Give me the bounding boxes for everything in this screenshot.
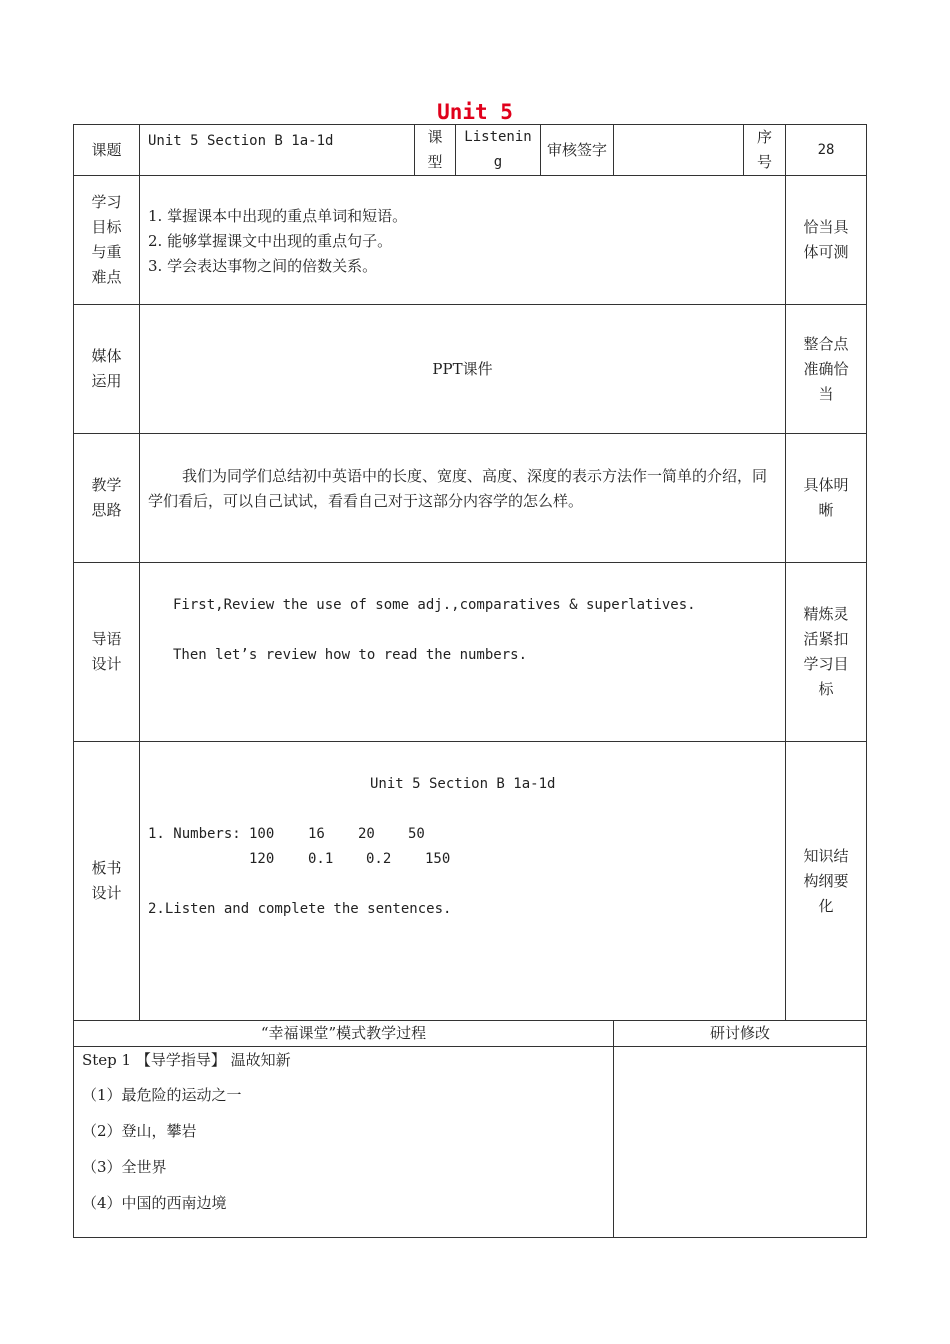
no-value: 28 [817,141,835,158]
board-number: 50 [408,826,425,842]
board-number: 20 [358,826,375,842]
intro-line-1: First,Review the use of some adj.,comparatives & superlatives. [173,597,696,613]
goals-label-cell [73,175,140,305]
no-cell [785,124,867,176]
media-content-cell [139,304,786,434]
goals-note: 恰当具体可测 [803,218,849,261]
board-number: 16 [308,826,325,842]
board-number: 100 [249,826,275,842]
goal-item-2: 2. 能够掌握课文中出现的重点句子。 [148,232,393,250]
media-content: PPT课件 [432,359,493,378]
review-label: 审核签字 [546,140,607,159]
thinking-content-cell [139,433,786,563]
goals-label: 学习目标与重难点 [91,193,122,286]
intro-label-cell [73,562,140,742]
media-label: 媒体运用 [91,347,122,390]
process-item-2: （2）登山，攀岩 [82,1122,197,1140]
type-label-cell [414,124,456,176]
process-header-right: 研讨修改 [709,1024,770,1042]
thinking-note: 具体明晰 [803,476,849,519]
board-label-cell [73,741,140,1021]
board-heading: Unit 5 Section B 1a-1d [370,776,556,792]
board-numbers-label: 1. Numbers: [148,826,241,842]
step-title: Step 1 【导学指导】 温故知新 [82,1051,291,1069]
goal-item-3: 3. 学会表达事物之间的倍数关系。 [148,257,378,275]
no-label-cell [743,124,786,176]
intro-content-cell [139,562,786,742]
process-header-left: “幸福课堂”模式教学过程 [260,1024,427,1042]
media-label-cell [73,304,140,434]
review-label-cell [540,124,614,176]
thinking-content: 我们为同学们总结初中英语中的长度、宽度、高度、深度的表示方法作一简单的介绍，同学们看后，可以自己试试，看看自己对于这部分内容学的怎么样。 [148,467,768,510]
goals-note-cell [785,175,867,305]
media-note-cell [785,304,867,434]
thinking-note-cell [785,433,867,563]
process-item-1: （1）最危险的运动之一 [82,1086,242,1104]
process-item-4: （4）中国的西南边境 [82,1194,227,1212]
board-item-2: 2.Listen and complete the sentences. [148,901,452,917]
board-number: 0.2 [366,851,392,867]
process-body-cell [73,1046,614,1238]
topic-label: 课题 [91,140,122,159]
board-number: 150 [425,851,451,867]
topic-value: Unit 5 Section B 1a-1d [148,133,334,149]
board-note-cell [785,741,867,1021]
board-number: 120 [249,851,275,867]
board-number: 0.1 [308,851,334,867]
thinking-label: 教学思路 [91,476,122,519]
process-header-right-cell [613,1020,867,1047]
topic-cell [139,124,415,176]
board-content-cell [139,741,786,1021]
goal-item-1: 1. 掌握课本中出现的重点单词和短语。 [148,207,408,225]
intro-label: 导语设计 [91,630,122,673]
board-note: 知识结构纲要化 [803,846,849,915]
process-header-left-cell [73,1020,614,1047]
intro-note-cell [785,562,867,742]
type-value: Listening [464,129,532,170]
no-label: 序号 [756,128,772,171]
revision-notes-cell [613,1046,867,1238]
intro-line-2: Then let’s review how to read the numbers. [173,647,528,663]
page-title: Unit 5 [437,100,513,124]
type-cell [455,124,541,176]
process-item-3: （3）全世界 [82,1158,167,1176]
board-label: 板书设计 [91,859,122,902]
type-label: 课型 [427,128,443,171]
goals-content-cell [139,175,786,305]
thinking-label-cell [73,433,140,563]
topic-label-cell [73,124,140,176]
review-signature-cell [613,124,744,176]
intro-note: 精炼灵活紧扣学习目标 [803,605,849,698]
media-note: 整合点准确恰当 [803,334,849,403]
